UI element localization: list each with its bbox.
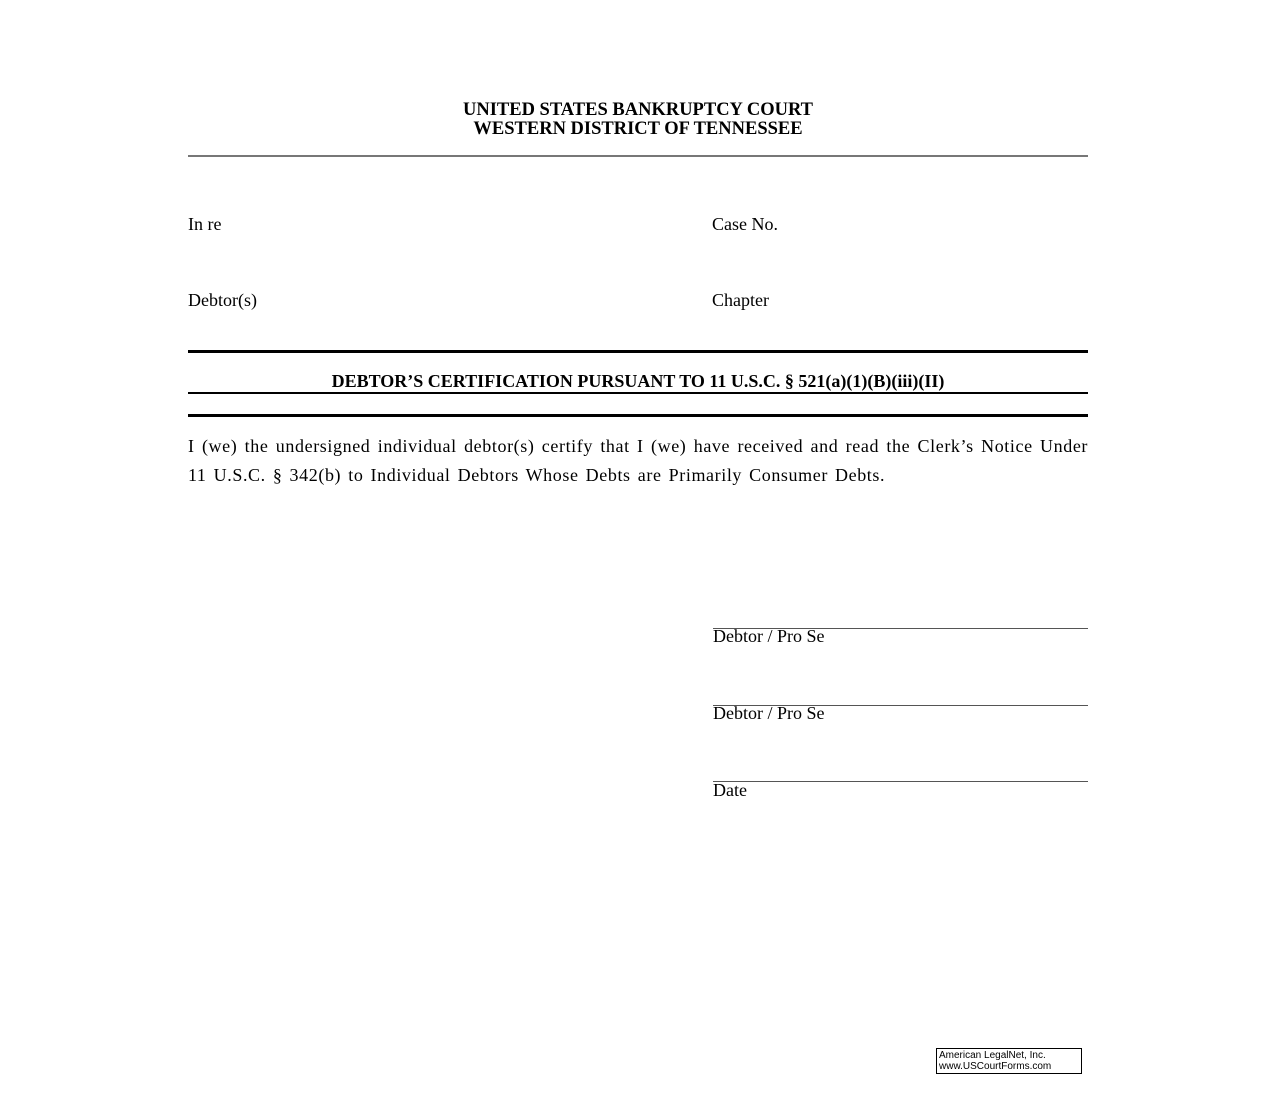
header-divider bbox=[188, 155, 1088, 157]
title-bottom-rule bbox=[188, 414, 1088, 417]
title-top-rule bbox=[188, 350, 1088, 353]
district-name: WESTERN DISTRICT OF TENNESSEE bbox=[473, 119, 803, 139]
document-title: DEBTOR’S CERTIFICATION PURSUANT TO 11 U.S.C. § 521(a)(1)(B)(iii)(II) bbox=[331, 371, 945, 391]
signature-label-1: Debtor / Pro Se bbox=[713, 626, 825, 646]
signature-label-2: Debtor / Pro Se bbox=[713, 703, 825, 723]
publisher-url: www.USCourtForms.com bbox=[939, 1061, 1052, 1072]
chapter-label: Chapter bbox=[712, 290, 769, 310]
title-underline bbox=[188, 392, 1088, 394]
in-re-label: In re bbox=[188, 214, 222, 234]
publisher-stamp bbox=[936, 1048, 1082, 1074]
certification-text: I (we) the undersigned individual debtor(s) certify that I (we) have received and read the Clerk’s Notice Under 11 U.S.C. § 342(b) to Individual Debtors Whose Debts are Primarily Consumer Debts. bbox=[188, 436, 1088, 485]
court-name: UNITED STATES BANKRUPTCY COURT bbox=[462, 100, 814, 120]
case-no-label: Case No. bbox=[712, 214, 778, 234]
date-label: Date bbox=[713, 780, 747, 800]
publisher-name: American LegalNet, Inc. bbox=[939, 1050, 1046, 1061]
debtors-label: Debtor(s) bbox=[188, 290, 257, 310]
date-line[interactable] bbox=[713, 781, 1088, 782]
